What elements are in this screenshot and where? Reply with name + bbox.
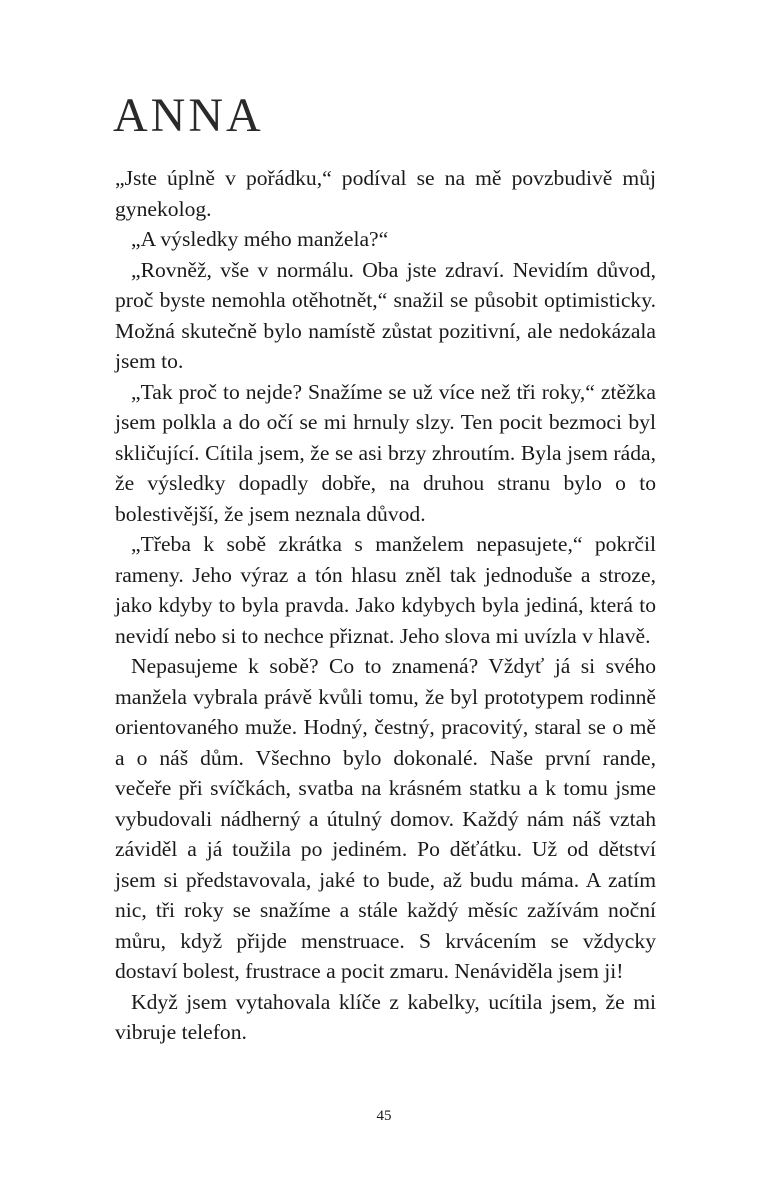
paragraph: Když jsem vytahovala klíče z kabelky, ucítila jsem, že mi vibruje telefon. xyxy=(115,989,656,1044)
page-number: 45 xyxy=(376,1108,392,1124)
chapter-title: ANNA xyxy=(113,89,264,142)
paragraph: „Rovněž, vše v normálu. Oba jste zdraví. Nevidím důvod, proč byste nemohla otěhotnět,“ snažil se působit optimisticky. Možná skutečně bylo namístě zůstat pozitivní, ale nedokázala jsem to. xyxy=(115,257,656,373)
paragraph: „A výsledky mého manžela?“ xyxy=(131,227,389,251)
chapter-text xyxy=(115,163,656,1048)
paragraph: „Tak proč to nejde? Snažíme se už více než tři roky,“ ztěžka jsem polkla a do očí se mi hrnuly slzy. Ten pocit bezmoci byl skličující. Cítila jsem, že se asi brzy zhroutím. Byla jsem ráda, že výsledky dopadly dobře, na druhou stranu bylo o to bolestivější, že jsem neznala důvod. xyxy=(115,379,656,526)
paragraph: „Třeba k sobě zkrátka s manželem nepasujete,“ pokrčil rameny. Jeho výraz a tón hlasu zněl tak jednoduše a stroze, jako kdyby to byla pravda. Jako kdybych byla jediná, která to nevidí nebo si to nechce přiznat. Jeho slova mi uvízla v hlavě. xyxy=(115,532,656,648)
paragraph: „Jste úplně v pořádku,“ podíval se na mě povzbudivě můj gynekolog. xyxy=(115,166,656,221)
paragraph: Nepasujeme k sobě? Co to znamená? Vždyť já si svého manžela vybrala právě kvůli tomu, že byl prototypem rodinně orientovaného muže. Hodný, čestný, pracovitý, staral se o mě a o náš dům. Všechno bylo dokonalé. Naše první rande, večeře při svíčkách, svatba na krásném statku a k tomu jsme vybudovali nádherný a útulný domov. Každý nám náš vztah záviděl a já toužila po jediném. Po děťátku. Už od dětství jsem si představovala, jaké to bude, až budu máma. A zatím nic, tři roky se snažíme a stále každý měsíc zažívám noční můru, když přijde menstruace. S krvácením se vždycky dostaví bolest, frustrace a pocit zmaru. Nenáviděla jsem ji! xyxy=(115,654,656,983)
